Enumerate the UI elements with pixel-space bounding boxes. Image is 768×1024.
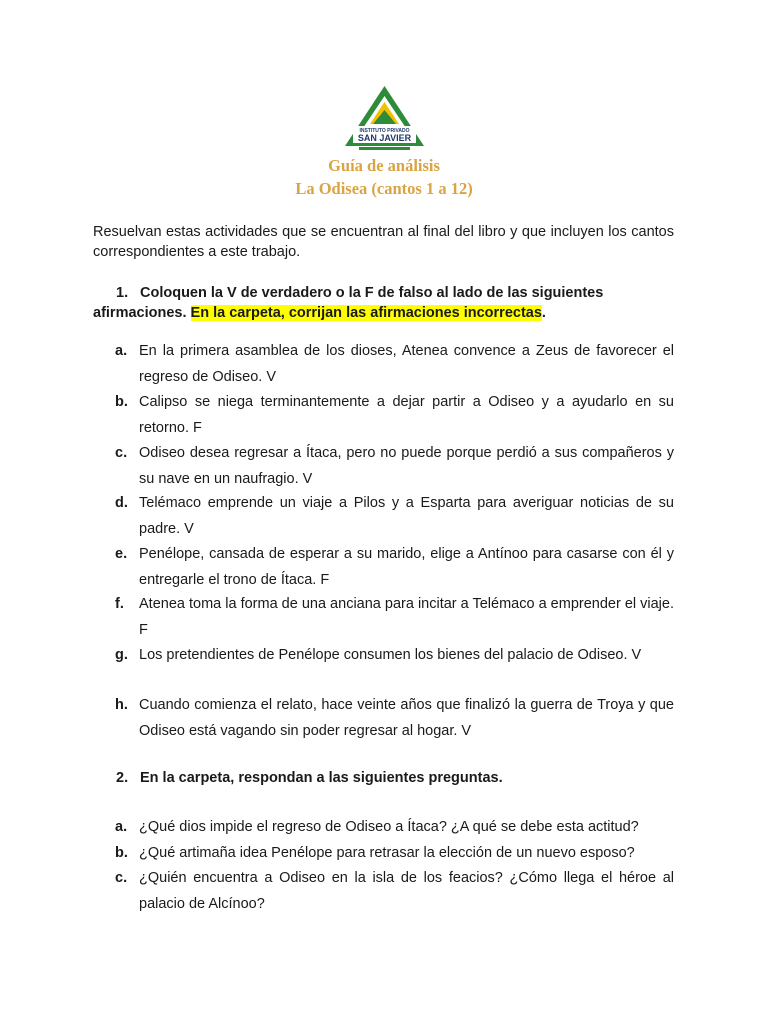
- section-1-heading: [93, 283, 674, 323]
- document-title: Guía de análisis: [328, 156, 440, 175]
- document-subtitle: La Odisea (cantos 1 a 12): [295, 179, 473, 198]
- item-letter: h.: [115, 697, 128, 713]
- item-letter: f.: [115, 596, 124, 612]
- item-text: Telémaco emprende un viaje a Pilos y a Esparta para averiguar noticias de su padre. V: [139, 495, 674, 537]
- item-text: ¿Qué artimaña idea Penélope para retrasar la elección de un nuevo esposo?: [139, 845, 635, 861]
- item-text: Cuando comienza el relato, hace veinte años que finalizó la guerra de Troya y que Odiseo está vagando sin poder regresar al hogar. V: [139, 697, 674, 739]
- item-letter: b.: [115, 394, 128, 410]
- item-text: Calipso se niega terminantemente a dejar partir a Odiseo y a ayudarlo en su retorno. F: [139, 394, 674, 436]
- logo-line1: INSTITUTO PRIVADO: [359, 128, 410, 134]
- section-1-text: Coloquen la V de verdadero o la F de falso al lado de las siguientes afirmaciones.: [93, 285, 604, 321]
- item-text: Odiseo desea regresar a Ítaca, pero no puede porque perdió a sus compañeros y su nave en un naufragio. V: [139, 445, 674, 487]
- section-1-number: 1.: [116, 285, 129, 301]
- item-letter: g.: [115, 647, 128, 663]
- section-1-highlight: En la carpeta, corrijan las afirmaciones incorrectas: [190, 305, 542, 321]
- intro-paragraph: Resuelvan estas actividades que se encuentran al final del libro y que incluyen los cantos correspondientes a este trabajo.: [93, 224, 674, 260]
- item-letter: d.: [115, 495, 128, 511]
- logo-line2: SAN JAVIER: [357, 133, 412, 143]
- item-text: Los pretendientes de Penélope consumen los bienes del palacio de Odiseo. V: [139, 647, 642, 663]
- item-letter: c.: [115, 445, 128, 461]
- item-letter: c.: [115, 870, 128, 886]
- item-text: ¿Qué dios impide el regreso de Odiseo a Ítaca? ¿A qué se debe esta actitud?: [139, 819, 639, 835]
- item-letter: b.: [115, 845, 128, 861]
- item-letter: a.: [115, 343, 128, 359]
- section-2-heading: [93, 768, 674, 788]
- item-text: Penélope, cansada de esperar a su marido, elige a Antínoo para casarse con él y entregarle el trono de Ítaca. F: [139, 546, 674, 588]
- item-letter: a.: [115, 819, 128, 835]
- section-2-text: En la carpeta, respondan a las siguientes preguntas.: [140, 770, 503, 786]
- item-letter: e.: [115, 546, 128, 562]
- section-1-after: .: [541, 305, 546, 321]
- item-text: Atenea toma la forma de una anciana para incitar a Telémaco a emprender el viaje. F: [139, 596, 674, 638]
- item-text: En la primera asamblea de los dioses, Atenea convence a Zeus de favorecer el regreso de Odiseo. V: [139, 343, 674, 385]
- item-text: ¿Quién encuentra a Odiseo en la isla de los feacios? ¿Cómo llega el héroe al palacio de Alcínoo?: [139, 870, 674, 912]
- school-logo: [343, 84, 426, 156]
- section-2-number: 2.: [116, 770, 129, 786]
